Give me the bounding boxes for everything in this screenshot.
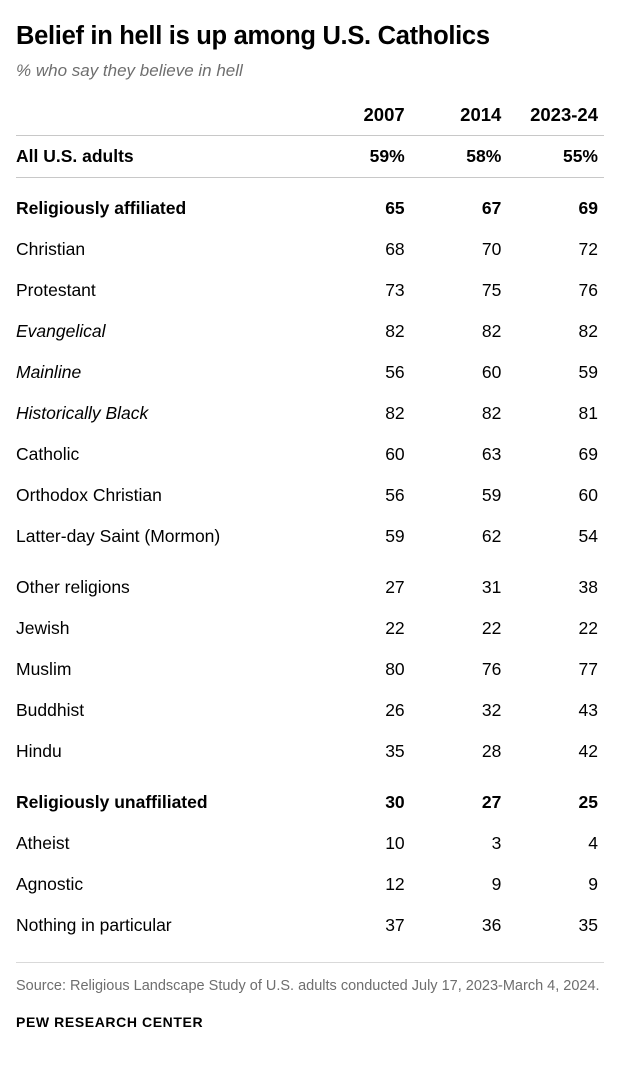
row-label: Orthodox Christian: [16, 484, 162, 505]
organization-footer: PEW RESEARCH CENTER: [16, 1014, 204, 1031]
row-value: 73: [385, 279, 405, 300]
row-value: 67: [481, 197, 502, 218]
table-header: [16, 104, 604, 136]
row-value: 30: [385, 791, 405, 812]
row-value: 32: [481, 699, 502, 720]
column-header-2007: 2007: [363, 103, 405, 125]
row-label: Buddhist: [16, 699, 85, 720]
row-label: Catholic: [16, 443, 80, 464]
row-label: Other religions: [16, 576, 130, 597]
table-row: [16, 311, 604, 352]
table-row: [16, 823, 604, 864]
row-value: 38: [578, 576, 598, 597]
row-value: 77: [578, 658, 598, 679]
row-value: 10: [385, 832, 405, 853]
row-value: 9: [588, 873, 598, 894]
table-row: [16, 270, 604, 311]
row-value: 63: [481, 443, 502, 464]
row-label: Historically Black: [16, 402, 149, 423]
row-label: Christian: [16, 238, 86, 259]
table-row: [16, 905, 604, 946]
row-value: 4: [588, 832, 598, 853]
row-value: 9: [491, 873, 502, 894]
row-value: 70: [481, 238, 502, 259]
row-value: 31: [481, 576, 502, 597]
row-value: 60: [385, 443, 405, 464]
row-value: 69: [578, 443, 598, 464]
row-value: 22: [481, 617, 502, 638]
page-title: Belief in hell is up among U.S. Catholics: [16, 22, 490, 50]
table-row: [16, 352, 604, 393]
row-value: 26: [385, 699, 405, 720]
row-value: 59: [481, 484, 502, 505]
column-header-2014: 2014: [460, 103, 502, 125]
row-value: 81: [578, 402, 598, 423]
row-value: 28: [481, 740, 502, 761]
row-label: All U.S. adults: [16, 135, 314, 177]
row-value: 82: [481, 402, 502, 423]
row-value: 60: [481, 361, 502, 382]
chart-subtitle: % who say they believe in hell: [16, 61, 243, 81]
row-value: 37: [385, 914, 405, 935]
row-value: 22: [578, 617, 598, 638]
row-value: 54: [578, 525, 598, 546]
source-note: Source: Religious Landscape Study of U.S. adults conducted July 17, 2023-March 4, 2024.: [16, 962, 604, 997]
table-row: [16, 229, 604, 270]
row-label: Jewish: [16, 617, 70, 638]
row-label: Religiously unaffiliated: [16, 791, 208, 812]
row-value: 56: [385, 361, 405, 382]
table-row: [16, 557, 604, 608]
row-value: 22: [385, 617, 405, 638]
belief-in-hell-table: [16, 104, 604, 946]
row-value: 25: [578, 791, 598, 812]
row-label: Evangelical: [16, 320, 106, 341]
table-body: [16, 135, 604, 946]
row-value: 35: [578, 914, 598, 935]
table-row: [16, 649, 604, 690]
table-row: [16, 608, 604, 649]
row-value: 69: [578, 197, 598, 218]
row-value: 76: [578, 279, 598, 300]
table-row: [16, 864, 604, 905]
row-value: 62: [481, 525, 502, 546]
row-label: Mainline: [16, 361, 82, 382]
row-value: 59: [578, 361, 598, 382]
row-label: Agnostic: [16, 873, 84, 894]
row-value: 82: [385, 320, 405, 341]
row-value: 42: [578, 740, 598, 761]
row-value: 56: [385, 484, 405, 505]
row-value: 65: [385, 197, 405, 218]
row-value: 35: [385, 740, 405, 761]
row-label: Protestant: [16, 279, 96, 300]
row-value: 82: [481, 320, 502, 341]
table-row: [16, 393, 604, 434]
row-value: 68: [385, 238, 405, 259]
table-row: [16, 135, 604, 177]
table-row: [16, 772, 604, 823]
row-label: Latter-day Saint (Mormon): [16, 525, 221, 546]
row-value: 55%: [507, 135, 604, 177]
row-value: 59%: [314, 135, 411, 177]
row-value: 75: [481, 279, 502, 300]
row-value: 60: [578, 484, 598, 505]
table-row: [16, 434, 604, 475]
row-label: Hindu: [16, 740, 62, 761]
row-value: 36: [481, 914, 502, 935]
table-row: [16, 731, 604, 772]
row-value: 3: [491, 832, 502, 853]
row-value: 82: [385, 402, 405, 423]
row-value: 82: [578, 320, 598, 341]
row-value: 80: [385, 658, 405, 679]
table-row: [16, 475, 604, 516]
row-label: Nothing in particular: [16, 914, 172, 935]
table-row: [16, 516, 604, 557]
row-value: 27: [481, 791, 502, 812]
row-label: Muslim: [16, 658, 72, 679]
table-row: [16, 690, 604, 731]
row-value: 27: [385, 576, 405, 597]
row-value: 43: [578, 699, 598, 720]
row-value: 12: [385, 873, 405, 894]
row-label: Atheist: [16, 832, 70, 853]
column-header-2023-24: 2023-24: [530, 103, 598, 125]
row-label: Religiously affiliated: [16, 197, 187, 218]
row-value: 72: [578, 238, 598, 259]
row-value: 76: [481, 658, 502, 679]
row-value: 59: [385, 525, 405, 546]
table-row: [16, 177, 604, 229]
column-header-label: [16, 104, 314, 136]
row-value: 58%: [411, 135, 508, 177]
